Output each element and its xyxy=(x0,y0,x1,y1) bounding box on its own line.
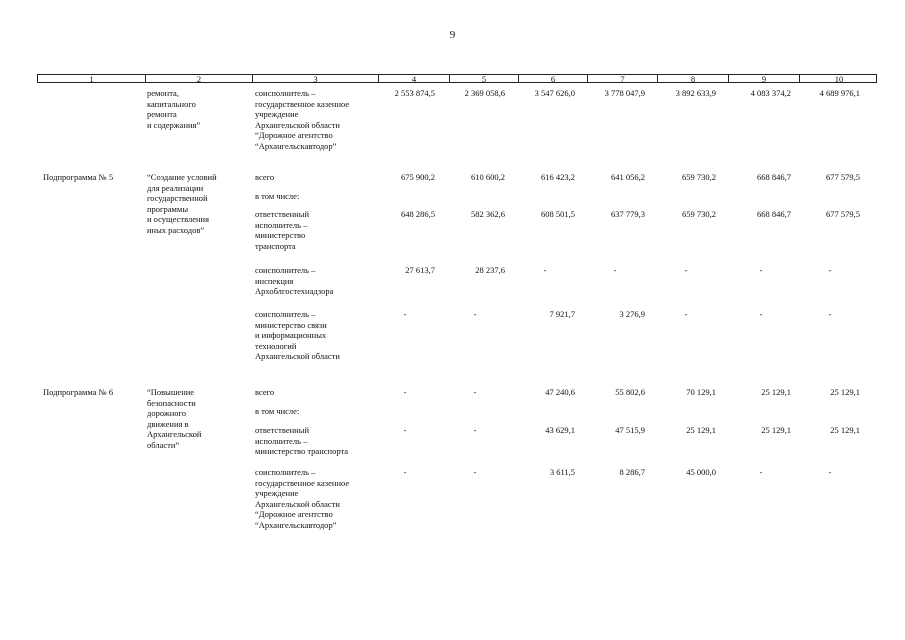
page-number: 9 xyxy=(449,29,456,41)
value-cell: - xyxy=(473,309,477,319)
executor-text-line: “Дорожное агентство xyxy=(255,130,333,140)
value-cell: 677 579,5 xyxy=(826,209,860,219)
executor-text-line: “Дорожное агентство xyxy=(255,509,333,519)
executor-text-line: в том числе: xyxy=(255,191,300,201)
value-cell: 55 802,6 xyxy=(615,387,645,397)
value-cell: 47 515,9 xyxy=(615,425,645,435)
executor-text-line: технологий xyxy=(255,340,297,351)
header-col-6: 6 xyxy=(518,75,587,82)
value-cell: 45 000,0 xyxy=(686,467,716,477)
subprogram-label: Подпрограмма № 6 xyxy=(43,387,114,397)
value-cell: - xyxy=(473,467,477,477)
value-cell: 582 362,6 xyxy=(471,209,505,219)
subprogram-name-line: безопасности xyxy=(147,397,196,408)
executor-text-line: транспорта xyxy=(255,240,296,251)
executor-text-line: Архангельской области xyxy=(255,498,340,509)
executor-text-line: всего xyxy=(255,172,275,182)
executor-text-line: исполнитель – xyxy=(255,219,308,230)
executor-text-line: министерство связи xyxy=(255,319,327,330)
value-cell: 4 083 374,2 xyxy=(750,88,791,98)
header-col-8: 8 xyxy=(657,75,728,82)
header-col-2: 2 xyxy=(145,75,252,82)
value-cell: 25 129,1 xyxy=(830,425,860,435)
subprogram-name-line: капитального xyxy=(147,98,196,109)
subprogram-name-line: ремонта, xyxy=(147,88,179,98)
value-cell: - xyxy=(828,467,832,477)
header-col-7: 7 xyxy=(587,75,657,82)
value-cell: - xyxy=(613,265,617,275)
header-col-4: 4 xyxy=(378,75,449,82)
executor-text-line: Архоблгостехнадзора xyxy=(255,286,334,296)
value-cell: 43 629,1 xyxy=(545,425,575,435)
value-cell: - xyxy=(759,309,763,319)
executor-text-line: ответственный xyxy=(255,209,309,219)
executor-text-line: в том числе: xyxy=(255,406,300,416)
subprogram-name-line: движения в xyxy=(147,418,189,429)
table-header xyxy=(37,74,877,83)
value-cell: 25 129,1 xyxy=(761,387,791,397)
value-cell: - xyxy=(759,467,763,477)
value-cell: - xyxy=(403,467,407,477)
executor-text-line: государственное казенное xyxy=(255,98,350,109)
subprogram-name-line: и осуществления xyxy=(147,214,209,224)
subprogram-name-line: иных расходов” xyxy=(147,224,205,235)
executor-text-line: “Архангельскавтодор” xyxy=(255,140,337,151)
value-cell: 25 129,1 xyxy=(761,425,791,435)
value-cell: 47 240,6 xyxy=(545,387,575,397)
value-cell: 616 423,2 xyxy=(541,172,575,182)
subprogram-name-line: области” xyxy=(147,439,180,450)
value-cell: - xyxy=(403,309,407,319)
value-cell: - xyxy=(403,425,407,435)
value-cell: 25 129,1 xyxy=(686,425,716,435)
value-cell: 3 547 626,0 xyxy=(534,88,575,98)
executor-text-line: соисполнитель – xyxy=(255,88,316,98)
value-cell: 28 237,6 xyxy=(475,265,505,275)
subprogram-name-line: ремонта xyxy=(147,109,177,119)
value-cell: 608 501,5 xyxy=(541,209,575,219)
value-cell: 641 056,2 xyxy=(611,172,645,182)
subprogram-name-line: для реализации xyxy=(147,182,204,193)
value-cell: 70 129,1 xyxy=(686,387,716,397)
executor-text-line: инспекция xyxy=(255,275,294,286)
value-cell: - xyxy=(473,387,477,397)
value-cell: 3 611,5 xyxy=(549,467,575,477)
value-cell: - xyxy=(684,309,688,319)
executor-text-line: “Архангельскавтодор” xyxy=(255,519,337,530)
value-cell: 3 892 633,9 xyxy=(675,88,716,98)
value-cell: 659 730,2 xyxy=(682,209,716,219)
subprogram-name-line: “Повышение xyxy=(147,387,195,397)
executor-text-line: министерство xyxy=(255,230,306,240)
value-cell: 4 689 976,1 xyxy=(819,88,860,98)
subprogram-name-line: государственной xyxy=(147,193,208,203)
subprogram-name-line: дорожного xyxy=(147,408,187,418)
subprogram-name-line: Архангельской xyxy=(147,429,202,439)
executor-text-line: ответственный xyxy=(255,425,309,435)
executor-text-line: исполнитель – xyxy=(255,435,308,446)
value-cell: - xyxy=(543,265,547,275)
value-cell: 637 779,3 xyxy=(611,209,645,219)
executor-text-line: всего xyxy=(255,387,275,397)
header-col-10: 10 xyxy=(799,75,878,82)
executor-text-line: государственное казенное xyxy=(255,477,350,488)
executor-text-line: учреждение xyxy=(255,488,299,498)
value-cell: 668 846,7 xyxy=(757,172,791,182)
subprogram-name-line: программы xyxy=(147,203,189,214)
value-cell: 610 600,2 xyxy=(471,172,505,182)
value-cell: - xyxy=(828,265,832,275)
value-cell: 2 553 874,5 xyxy=(394,88,435,98)
subprogram-name-line: и содержания” xyxy=(147,119,201,130)
value-cell: 7 921,7 xyxy=(549,309,575,319)
value-cell: 3 276,9 xyxy=(619,309,645,319)
executor-text-line: учреждение xyxy=(255,109,299,119)
executor-text-line: соисполнитель – xyxy=(255,467,316,477)
value-cell: - xyxy=(473,425,477,435)
value-cell: 3 778 047,9 xyxy=(604,88,645,98)
value-cell: - xyxy=(684,265,688,275)
value-cell: 677 579,5 xyxy=(826,172,860,182)
executor-text-line: Архангельской области xyxy=(255,119,340,130)
value-cell: - xyxy=(828,309,832,319)
value-cell: 8 286,7 xyxy=(619,467,645,477)
executor-text-line: соисполнитель – xyxy=(255,309,316,319)
value-cell: 659 730,2 xyxy=(682,172,716,182)
value-cell: 2 369 058,6 xyxy=(464,88,505,98)
header-col-1: 1 xyxy=(89,74,94,84)
subprogram-name-line: “Создание условий xyxy=(147,172,217,182)
value-cell: 25 129,1 xyxy=(830,387,860,397)
value-cell: - xyxy=(403,387,407,397)
executor-text-line: и информационных xyxy=(255,330,327,340)
value-cell: - xyxy=(759,265,763,275)
header-col-3: 3 xyxy=(252,75,378,82)
value-cell: 675 900,2 xyxy=(401,172,435,182)
executor-text-line: соисполнитель – xyxy=(255,265,316,275)
executor-text-line: Архангельской области xyxy=(255,351,340,361)
value-cell: 27 613,7 xyxy=(405,265,435,275)
value-cell: 668 846,7 xyxy=(757,209,791,219)
header-col-5: 5 xyxy=(449,75,518,82)
executor-text-line: министерство транспорта xyxy=(255,446,349,456)
subprogram-label: Подпрограмма № 5 xyxy=(43,172,114,182)
value-cell: 648 286,5 xyxy=(401,209,435,219)
header-col-9: 9 xyxy=(728,75,799,82)
